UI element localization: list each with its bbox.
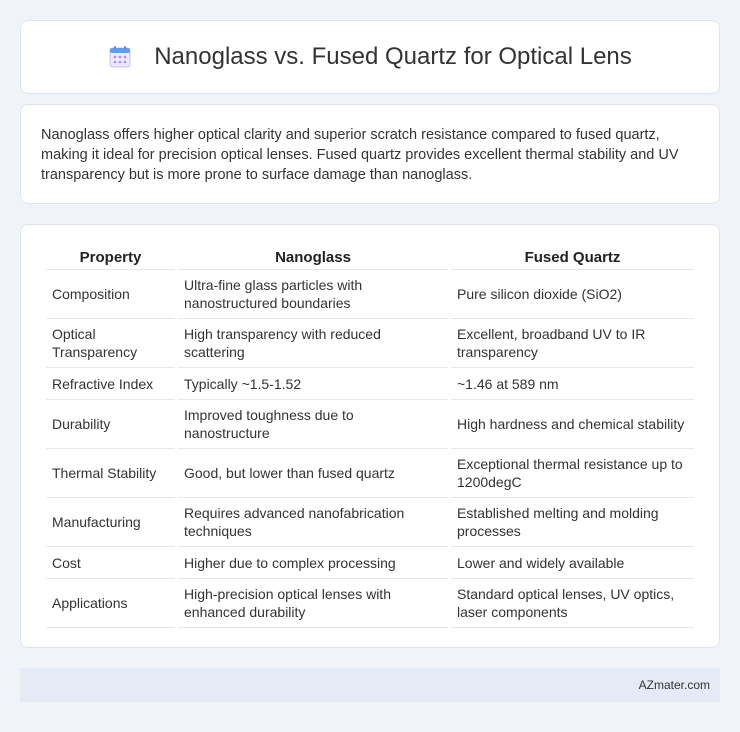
table-cell: Optical Transparency	[46, 319, 175, 368]
comparison-table-card	[20, 224, 720, 648]
table-cell: Requires advanced nanofabrication techniques	[178, 498, 448, 547]
table-row	[46, 547, 694, 579]
table-cell: Refractive Index	[46, 368, 175, 400]
table-row	[46, 368, 694, 400]
table-cell: Manufacturing	[46, 498, 175, 547]
table-cell: Standard optical lenses, UV optics, laser components	[451, 579, 694, 628]
table-cell: Thermal Stability	[46, 449, 175, 498]
table-cell: High transparency with reduced scattering	[178, 319, 448, 368]
table-cell: Ultra-fine glass particles with nanostructured boundaries	[178, 270, 448, 319]
summary-text: Nanoglass offers higher optical clarity and superior scratch resistance compared to fused quartz, making it ideal for precision optical lenses. Fused quartz provides excellent thermal stability and UV transparency but is more prone to surface damage than nanoglass.	[41, 127, 679, 183]
table-cell: ~1.46 at 589 nm	[451, 368, 694, 400]
table-cell: Composition	[46, 270, 175, 319]
table-row	[46, 319, 694, 368]
table-cell: Exceptional thermal resistance up to 1200degC	[451, 449, 694, 498]
table-header-row	[46, 245, 694, 270]
table-cell: High-precision optical lenses with enhanced durability	[178, 579, 448, 628]
title-card	[20, 20, 720, 94]
table-row	[46, 449, 694, 498]
calendar-icon	[108, 45, 132, 69]
table-cell: Established melting and molding processes	[451, 498, 694, 547]
table-row	[46, 400, 694, 449]
table-cell: Lower and widely available	[451, 547, 694, 579]
table-cell: Durability	[46, 400, 175, 449]
title-wrap	[108, 43, 632, 71]
page-title: Nanoglass vs. Fused Quartz for Optical Lens	[154, 43, 632, 70]
table-row	[46, 498, 694, 547]
header-nanoglass: Nanoglass	[178, 245, 448, 270]
table-cell: Cost	[46, 547, 175, 579]
table-cell: Higher due to complex processing	[178, 547, 448, 579]
table-cell: Pure silicon dioxide (SiO2)	[451, 270, 694, 319]
table-cell: Typically ~1.5-1.52	[178, 368, 448, 400]
table-cell: Applications	[46, 579, 175, 628]
table-cell: Excellent, broadband UV to IR transparency	[451, 319, 694, 368]
table-cell: High hardness and chemical stability	[451, 400, 694, 449]
header-fused-quartz: Fused Quartz	[451, 245, 694, 270]
header-property: Property	[46, 245, 175, 270]
table-cell: Improved toughness due to nanostructure	[178, 400, 448, 449]
footer-brand-link[interactable]: AZmater.com	[638, 678, 710, 692]
table-row	[46, 270, 694, 319]
footer	[20, 668, 720, 702]
comparison-table	[43, 245, 697, 628]
summary-card	[20, 104, 720, 204]
table-cell: Good, but lower than fused quartz	[178, 449, 448, 498]
table-row	[46, 579, 694, 628]
